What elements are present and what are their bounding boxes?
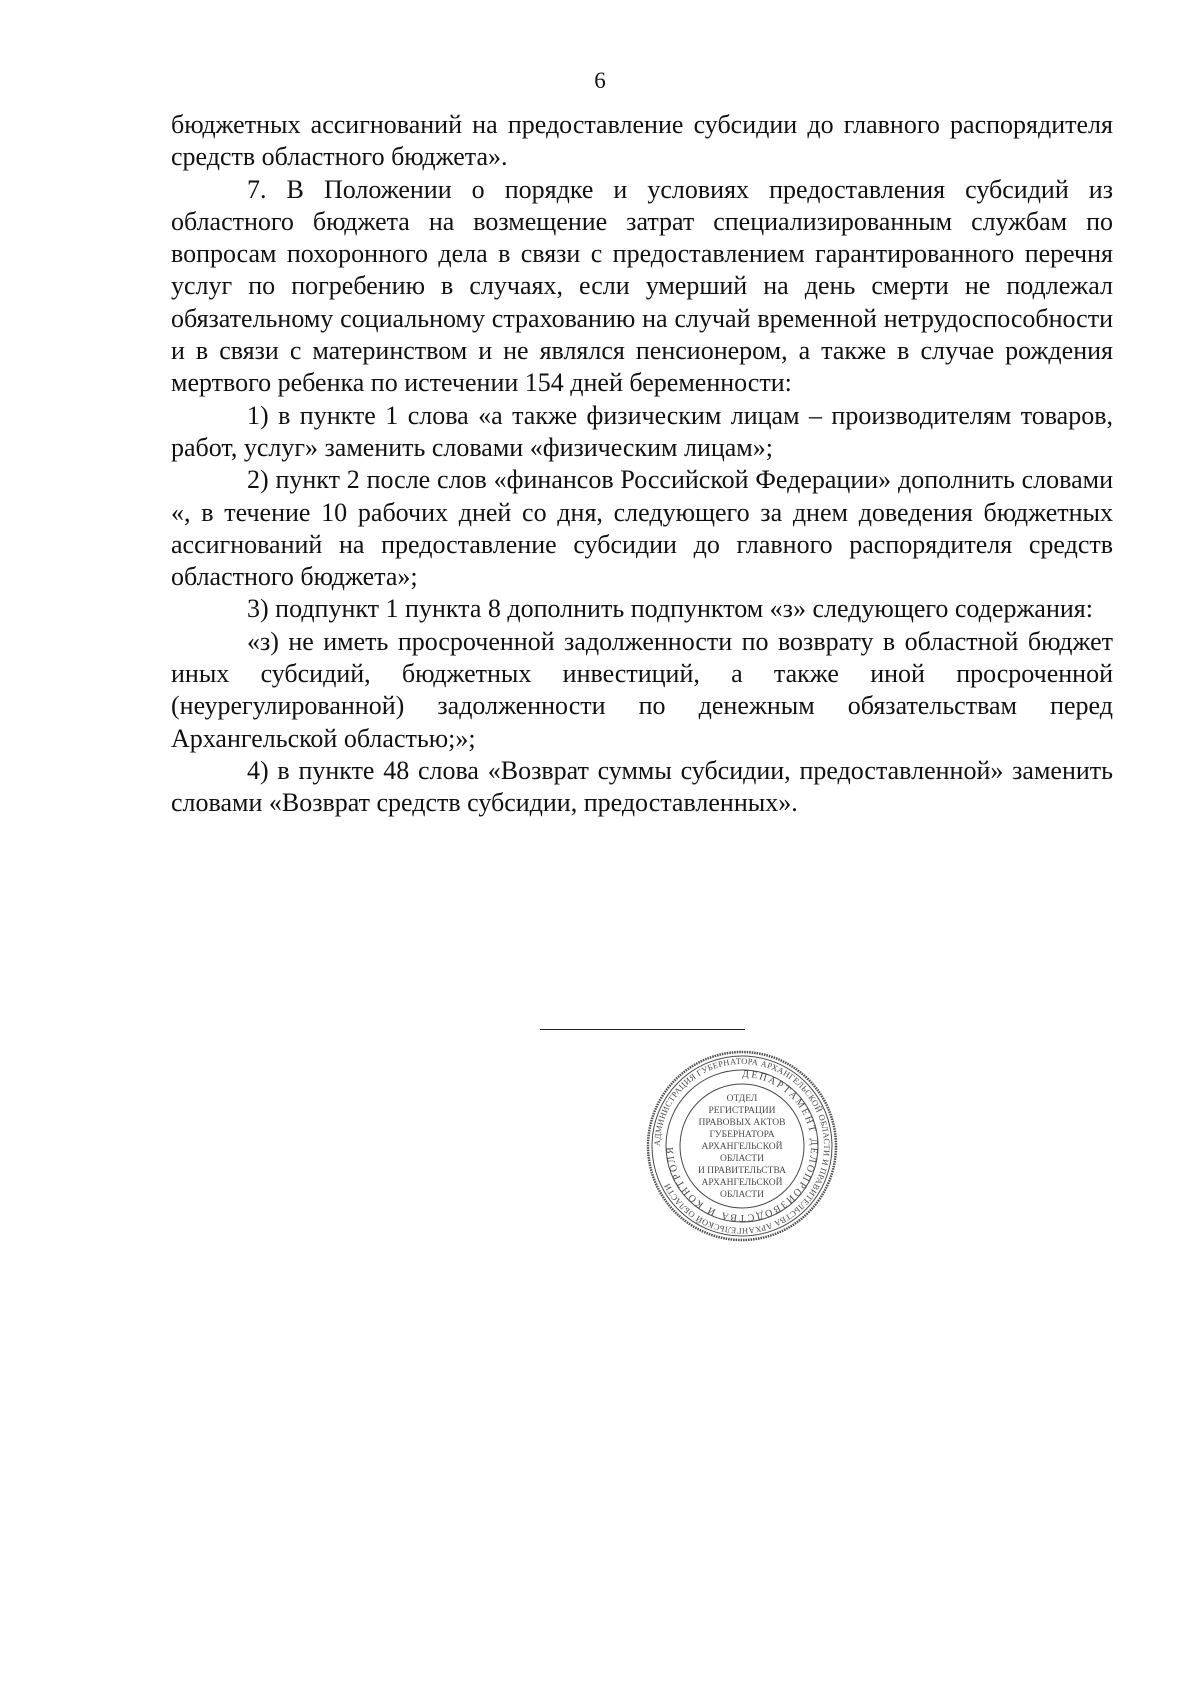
seal-center-line: ОБЛАСТИ — [720, 1190, 764, 1200]
closing-divider-line — [540, 1029, 745, 1030]
seal-inner-ring-text: ДЕПАРТАМЕНТ ДЕЛОПРОИЗВОДСТВА И КОНТРОЛЯ — [664, 1068, 820, 1224]
seal-center-line: ПРАВОВЫХ АКТОВ — [698, 1118, 786, 1128]
seal-center-line: ОТДЕЛ — [726, 1094, 758, 1104]
seal-center-line: РЕГИСТРАЦИИ — [708, 1106, 776, 1116]
page-number: 6 — [594, 68, 606, 93]
seal-center-line: И ПРАВИТЕЛЬСТВА — [697, 1166, 787, 1176]
paragraph-continuation: бюджетных ассигнований на предоставление субсидии до главного распорядителя средств областного бюджета». — [171, 110, 1113, 172]
seal-center-line: ГУБЕРНАТОРА — [709, 1130, 775, 1140]
paragraph-item-7: 7. В Положении о порядке и условиях предоставления субсидий из областного бюджета на возмещение затрат специализированным службам по вопросам похоронного дела в связи с предоставлением гарантированного перечня услуг по погребению в случаях, если умерший на день смерти не подлежал обязательному социальному страхованию на случай временной нетрудоспособности и в связи с материнством и не являлся пенсионером, а также в случае рождения мертвого ребенка по истечении 154 дней беременности: — [171, 174, 1113, 398]
seal-center-line: АРХАНГЕЛЬСКОЙ — [701, 1178, 783, 1188]
document-body — [171, 109, 1113, 820]
seal-center-line: АРХАНГЕЛЬСКОЙ — [701, 1142, 783, 1152]
paragraph-subitem-3: 3) подпункт 1 пункта 8 дополнить подпунктом «з» следующего содержания: — [247, 594, 1093, 624]
paragraph-subitem-4: 4) в пункте 48 слова «Возврат суммы субсидии, предоставленной» заменить словами «Возврат средств субсидии, предоставленных». — [171, 755, 1113, 818]
official-seal-stamp — [645, 1049, 839, 1243]
paragraph-subitem-2: 2) пункт 2 после слов «финансов Российской Федерации» дополнить словами «, в течение 10 рабочих дней со дня, следующего за днем доведения бюджетных ассигнований на предоставление субсидии до главного распорядителя средств областного бюджета»; — [171, 465, 1113, 592]
paragraph-subitem-1: 1) в пункте 1 слова «а также физическим лицам – производителям товаров, работ, услуг» заменить словами «физическим лицам»; — [171, 400, 1113, 462]
paragraph-subitem-z-quote: «з) не иметь просроченной задолженности по возврату в областной бюджет иных субсидий, бюджетных инвестиций, а также иной просроченной (неурегулированной) задолженности по денежным обязательствам перед Архангельской областью;»; — [171, 626, 1113, 753]
seal-center-line: ОБЛАСТИ — [720, 1154, 764, 1164]
seal-outer-ring-text: АДМИНИСТРАЦИЯ ГУБЕРНАТОРА АРХАНГЕЛЬСКОЙ ОБЛАСТИ И ПРАВИТЕЛЬСТВА АРХАНГЕЛЬСКОЙ ОБЛАСТИ — [651, 1055, 833, 1237]
